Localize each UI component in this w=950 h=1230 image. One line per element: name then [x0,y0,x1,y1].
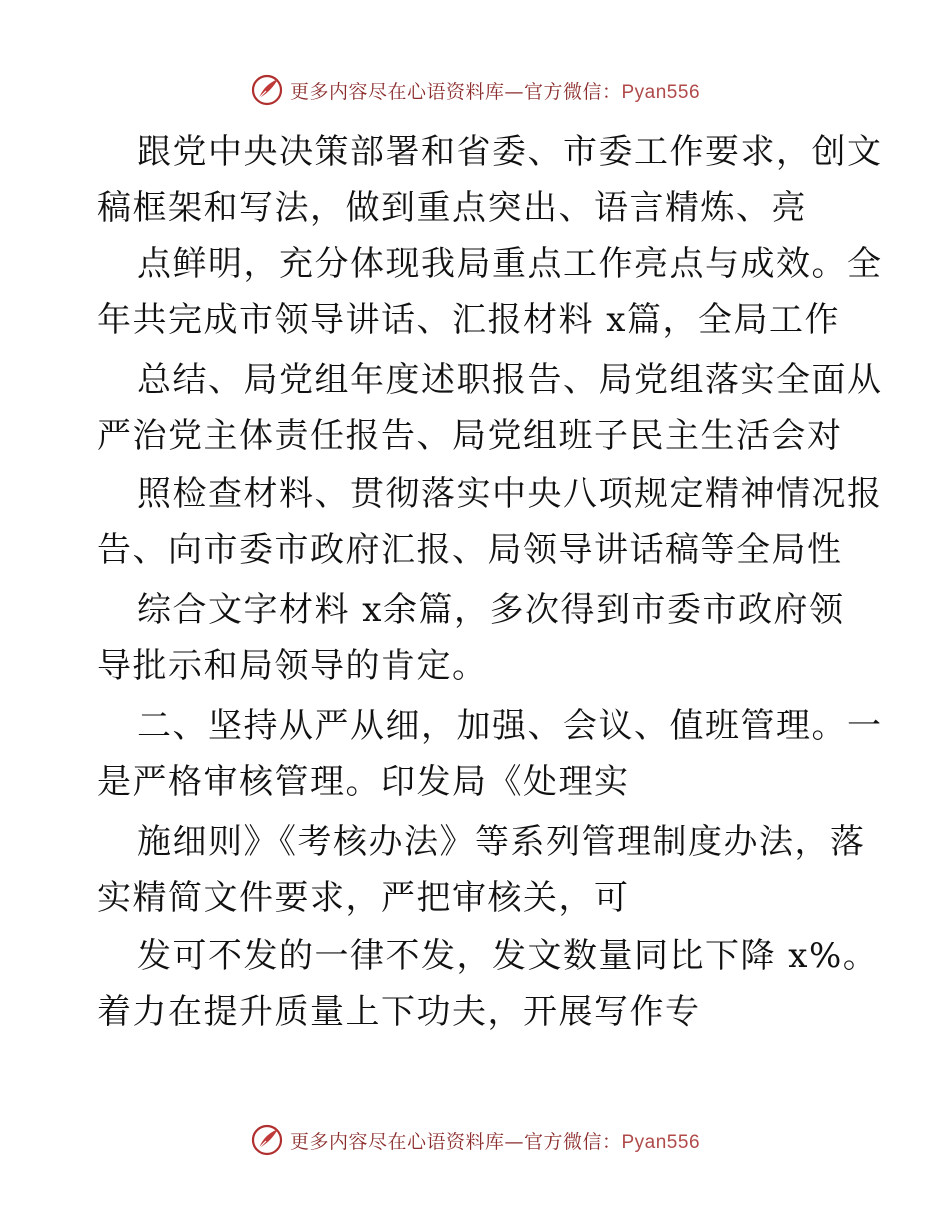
text-line: 发可不发的一律不发，发文数量同比下降 x%。 [137,936,879,976]
text-line: 二、坚持从严从细，加强、会议、值班管理。一 [137,706,883,746]
quill-logo-icon [250,1123,284,1157]
text-line: 严治党主体责任报告、局党组班子民主生活会对 [97,416,843,456]
text-line: 总结、局党组年度述职报告、局党组落实全面从 [137,360,883,400]
text-line: 施细则》《考核办法》等系列管理制度办法，落 [137,822,866,862]
text-line: 点鲜明，充分体现我局重点工作亮点与成效。全 [137,244,883,284]
text-line: 综合文字材料 x余篇，多次得到市委市政府领 [137,590,845,630]
footer-watermark [0,1122,950,1158]
text-line: 告、向市委市政府汇报、局领导讲话稿等全局性 [97,530,843,570]
text-line: 跟党中央决策部署和省委、市委工作要求，创文 [137,132,883,172]
header-watermark [0,72,950,108]
text-line: 是严格审核管理。印发局《处理实 [97,762,630,802]
text-line: 年共完成市领导讲话、汇报材料 x篇，全局工作 [97,300,840,340]
text-line: 着力在提升质量上下功夫，开展写作专 [97,992,701,1032]
text-line: 稿框架和写法，做到重点突出、语言精炼、亮 [97,188,807,228]
watermark-text: 更多内容尽在心语资料库—官方微信：Pyan556 [289,80,701,103]
text-line: 导批示和局领导的肯定。 [97,646,488,686]
quill-logo-icon [250,73,284,107]
watermark-text: 更多内容尽在心语资料库—官方微信：Pyan556 [289,1130,701,1153]
text-line: 实精简文件要求，严把审核关，可 [97,878,630,918]
text-line: 照检查材料、贯彻落实中央八项规定精神情况报 [137,474,883,514]
